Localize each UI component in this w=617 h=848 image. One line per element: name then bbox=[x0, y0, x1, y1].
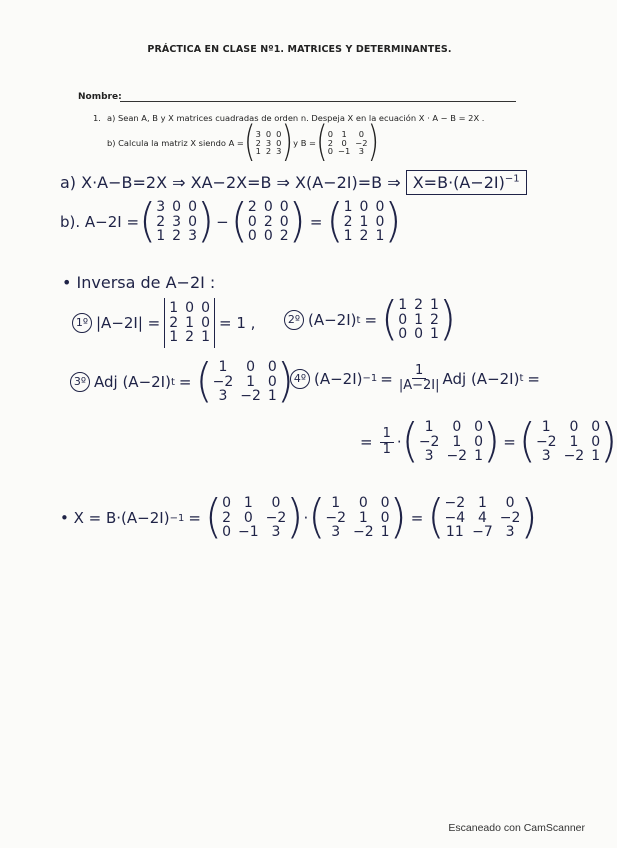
step-4-fraction-2 bbox=[380, 427, 394, 457]
matrix-cell: 0 bbox=[247, 213, 257, 230]
matrix-cell: 1 bbox=[267, 388, 277, 405]
nombre-line bbox=[120, 101, 516, 102]
bracket-right: ) bbox=[196, 194, 215, 249]
step-1 bbox=[72, 298, 255, 348]
b-matrix-3 bbox=[326, 194, 402, 249]
bracket-right: ) bbox=[384, 194, 402, 249]
final-line: • X = B·(A−2I) −1 = ( 0 1 0 2 0 −2 0 −1 3 ) · ( 1 0 0 −2 1 0 3 −2 1 ) = ( −2 1 0 −4 4 −2 11 −7 3 ) bbox=[60, 490, 538, 545]
bracket-left: ( bbox=[316, 117, 328, 167]
bracket-right: ) bbox=[281, 117, 294, 167]
matrix-cell: 0 bbox=[375, 199, 385, 215]
step-2-number: 2º bbox=[284, 310, 304, 330]
det-bar-left bbox=[164, 298, 165, 348]
matrix-cell: 0 bbox=[398, 311, 408, 328]
matrix-cell: 0 bbox=[358, 495, 368, 511]
matrix-cell: 0 bbox=[222, 495, 231, 511]
matrix-cell: 1 bbox=[246, 373, 256, 390]
matrix-grid bbox=[248, 200, 289, 244]
step-4-continued: = $\frac{1}{1}$ · ( 1 0 0 −2 1 0 3 −2 1 ) = ( 1 0 0 −2 1 0 3 −2 1 ) bbox=[360, 414, 617, 469]
step-4-result bbox=[518, 414, 617, 469]
bracket-left: ( bbox=[204, 490, 223, 545]
matrix-cell: 0 bbox=[188, 199, 197, 215]
matrix-cell: 1 bbox=[343, 228, 353, 245]
solution-b-line: b). A−2I = ( 3 0 0 2 3 0 1 2 3 ) − ( 2 0 0 0 2 0 0 0 2 ) = ( 1 0 0 2 1 0 1 2 1 ) bbox=[60, 194, 402, 249]
matrix-cell: −4 bbox=[444, 509, 466, 526]
solution-a-derivation: a) X·A−B=2X ⇒ XA−2X=B ⇒ X(A−2I)=B ⇒ bbox=[60, 173, 401, 192]
matrix-cell: 1 bbox=[541, 419, 551, 435]
matrix-cell: 2 bbox=[222, 509, 231, 526]
matrix-cell: 1 bbox=[341, 128, 347, 139]
matrix-cell: 1 bbox=[569, 433, 579, 450]
matrix-cell: 4 bbox=[478, 509, 487, 526]
matrix-cell: −2 bbox=[355, 137, 368, 148]
step-4: 4º (A−2I) −1 = $\frac{1}{|A-2I|}$ Adj (A−2I) t = bbox=[290, 364, 540, 394]
matrix-cell: 0 bbox=[474, 433, 484, 450]
matrix-cell: 0 bbox=[188, 213, 197, 230]
bracket-right: ) bbox=[367, 117, 380, 167]
matrix-cell: 0 bbox=[222, 524, 231, 541]
matrix-cell: 1 bbox=[478, 495, 487, 511]
matrix-cell: 0 bbox=[327, 146, 334, 157]
step-2: 2º (A−2I) t = ( 1 2 1 0 1 2 0 0 1 ) bbox=[284, 298, 456, 342]
matrix-cell: 3 bbox=[276, 146, 282, 157]
step-2-exponent: t bbox=[356, 314, 361, 326]
matrix-cell: 1 bbox=[343, 199, 353, 215]
matrix-cell: 1 bbox=[169, 329, 179, 346]
bracket-left: ( bbox=[195, 354, 213, 409]
matrix-grid bbox=[222, 496, 286, 540]
step-4-matrix bbox=[401, 414, 501, 469]
matrix-cell: 2 bbox=[414, 297, 424, 313]
matrix-grid bbox=[344, 200, 385, 244]
matrix-cell: 2 bbox=[265, 146, 272, 157]
matrix-cell: 0 bbox=[263, 199, 273, 215]
matrix-grid bbox=[256, 130, 282, 156]
b-matrix-1 bbox=[139, 194, 215, 249]
step-2-matrix bbox=[381, 292, 457, 347]
matrix-cell: 0 bbox=[172, 199, 182, 215]
matrix-cell: 2 bbox=[247, 199, 257, 215]
bracket-left: ( bbox=[518, 414, 536, 469]
matrix-cell: 2 bbox=[263, 213, 273, 230]
matrix-cell: 0 bbox=[267, 359, 277, 375]
matrix-cell: −1 bbox=[237, 524, 259, 541]
step-3-number: 3º bbox=[70, 372, 90, 392]
matrix-cell: 1 bbox=[243, 495, 253, 511]
solution-a-boxed-result bbox=[406, 170, 527, 195]
step-1-label: |A−2I| = bbox=[96, 314, 161, 332]
matrix-cell: 0 bbox=[380, 509, 390, 526]
matrix-cell: 2 bbox=[430, 311, 439, 328]
matrix-grid bbox=[536, 420, 600, 464]
solution-a-result: X=B·(A−2I) bbox=[412, 173, 505, 192]
matrix-cell: 3 bbox=[188, 228, 197, 245]
matrix-cell: 11 bbox=[445, 524, 464, 541]
bracket-right: ) bbox=[520, 490, 538, 545]
matrix-cell: 3 bbox=[172, 213, 182, 230]
matrix-cell: 3 bbox=[265, 137, 272, 148]
matrix-cell: 0 bbox=[246, 359, 256, 375]
matrix-cell: 3 bbox=[218, 388, 228, 405]
matrix-cell: 2 bbox=[327, 137, 334, 148]
problem-part-b bbox=[107, 117, 380, 167]
matrix-cell: 2 bbox=[279, 228, 289, 245]
matrix-cell: 3 bbox=[541, 448, 551, 465]
matrix-cell: 0 bbox=[243, 509, 253, 526]
matrix-cell: 0 bbox=[505, 495, 515, 511]
step-4-adj: Adj (A−2I) bbox=[442, 369, 520, 388]
step-4-frac2-num: 1 bbox=[380, 427, 394, 442]
matrix-cell: 1 bbox=[380, 524, 390, 541]
matrix-cell: −2 bbox=[265, 509, 287, 526]
matrix-cell: 1 bbox=[359, 213, 369, 230]
matrix-cell: 2 bbox=[185, 329, 195, 346]
step-4-frac-den: |A−2I| bbox=[398, 378, 440, 394]
matrix-cell: 1 bbox=[430, 297, 439, 313]
bracket-left: ( bbox=[139, 194, 157, 249]
matrix-cell: 0 bbox=[359, 199, 369, 215]
matrix-cell: −2 bbox=[353, 524, 374, 541]
matrix-cell: 0 bbox=[474, 419, 484, 435]
matrix-cell: 1 bbox=[255, 146, 261, 157]
matrix-cell: 2 bbox=[156, 213, 166, 230]
matrix-cell: 0 bbox=[267, 373, 277, 390]
matrix-cell: 1 bbox=[169, 299, 179, 316]
problem-part-a: a) Sean A, B y X matrices cuadradas de orden n. Despeja X en la ecuación X · A − B = 2X . bbox=[107, 113, 485, 123]
matrix-grid bbox=[213, 360, 277, 404]
matrix-cell: 3 bbox=[424, 448, 434, 465]
solution-a-line bbox=[60, 170, 527, 195]
matrix-cell: 2 bbox=[359, 228, 369, 245]
matrix-cell: 0 bbox=[185, 299, 195, 316]
step-4-number: 4º bbox=[290, 369, 310, 389]
page-title: PRÁCTICA EN CLASE Nº1. MATRICES Y DETERMINANTES. bbox=[147, 44, 452, 55]
matrix-grid bbox=[328, 130, 368, 156]
matrix-cell: −2 bbox=[499, 509, 521, 526]
matrix-cell: 0 bbox=[276, 137, 282, 148]
final-label: • X = B·(A−2I) bbox=[60, 509, 170, 528]
bracket-right: ) bbox=[276, 354, 295, 409]
matrix-cell: −7 bbox=[472, 524, 493, 541]
matrix-cell: 0 bbox=[263, 228, 273, 245]
part-b-prefix: b) Calcula la matriz X siendo A = bbox=[107, 138, 244, 148]
matrix-cell: 2 bbox=[172, 228, 182, 245]
matrix-cell: 0 bbox=[201, 314, 211, 331]
matrix-cell: −2 bbox=[325, 509, 347, 526]
bracket-left: ( bbox=[243, 117, 256, 167]
matrix-cell: 0 bbox=[358, 128, 364, 139]
inverse-heading: • Inversa de A−2I : bbox=[62, 273, 216, 292]
matrix-cell: −2 bbox=[535, 433, 557, 450]
bracket-right: ) bbox=[288, 194, 306, 249]
matrix-cell: 0 bbox=[591, 419, 601, 435]
matrix-cell: 0 bbox=[414, 326, 424, 343]
matrix-cell: 1 bbox=[218, 359, 228, 375]
step-4-fraction bbox=[399, 364, 440, 394]
matrix-grid bbox=[445, 496, 521, 540]
matrix-cell: 3 bbox=[271, 524, 281, 541]
matrix-cell: 0 bbox=[247, 228, 257, 245]
matrix-cell: 1 bbox=[156, 228, 166, 245]
step-1-result: = 1 , bbox=[219, 314, 256, 332]
matrix-cell: 0 bbox=[591, 433, 601, 450]
matrix-cell: 3 bbox=[358, 146, 364, 157]
matrix-cell: −2 bbox=[444, 495, 466, 511]
matrix-grid bbox=[419, 420, 483, 464]
final-exponent: −1 bbox=[169, 512, 185, 524]
solution-b-label: b). A−2I = bbox=[60, 213, 140, 232]
bracket-left: ( bbox=[326, 194, 344, 249]
step-4-exponent: −1 bbox=[362, 373, 378, 385]
matrix-cell: 0 bbox=[265, 128, 272, 139]
step-4-label: (A−2I) bbox=[314, 369, 363, 388]
step-1-number: 1º bbox=[72, 313, 92, 333]
matrix-cell: 0 bbox=[569, 419, 579, 435]
part-b-middle: y B = bbox=[293, 138, 317, 148]
matrix-grid bbox=[156, 200, 197, 244]
matrix-cell: 1 bbox=[424, 419, 434, 435]
matrix-cell: 0 bbox=[341, 137, 347, 148]
scanner-footer: Escaneado con CamScanner bbox=[448, 822, 585, 834]
matrix-cell: 0 bbox=[380, 495, 390, 511]
step-4-frac-num: 1 bbox=[412, 364, 426, 379]
matrix-cell: 2 bbox=[255, 137, 261, 148]
matrix-cell: 0 bbox=[276, 128, 282, 139]
matrix-cell: 1 bbox=[452, 433, 462, 450]
matrix-cell: 1 bbox=[331, 495, 341, 511]
matrix-B bbox=[316, 117, 380, 167]
matrix-cell: 0 bbox=[398, 326, 408, 343]
matrix-cell: 0 bbox=[271, 495, 281, 511]
bracket-left: ( bbox=[401, 414, 419, 469]
matrix-cell: −2 bbox=[240, 388, 261, 405]
bracket-right: ) bbox=[286, 490, 304, 545]
matrix-cell: 3 bbox=[156, 199, 166, 215]
matrix-grid bbox=[325, 496, 389, 540]
matrix-cell: 0 bbox=[452, 419, 462, 435]
matrix-cell: 1 bbox=[414, 311, 424, 328]
step-3-matrix bbox=[195, 354, 295, 409]
step-1-matrix bbox=[169, 301, 210, 345]
matrix-cell: 2 bbox=[169, 314, 179, 331]
bracket-right: ) bbox=[438, 292, 457, 347]
problem-number: 1. bbox=[93, 113, 101, 123]
step-2-label: (A−2I) bbox=[308, 311, 357, 330]
matrix-cell: −1 bbox=[338, 146, 351, 157]
matrix-A bbox=[243, 117, 294, 167]
bracket-right: ) bbox=[483, 414, 501, 469]
final-matrix-1 bbox=[204, 490, 304, 545]
matrix-cell: 1 bbox=[430, 326, 439, 343]
matrix-cell: 3 bbox=[505, 524, 515, 541]
bracket-left: ( bbox=[427, 490, 445, 545]
solution-a-exponent: −1 bbox=[504, 173, 520, 185]
matrix-cell: −2 bbox=[418, 433, 440, 450]
b-matrix-2 bbox=[230, 194, 306, 249]
bracket-left: ( bbox=[230, 194, 248, 249]
matrix-cell: −2 bbox=[212, 373, 234, 390]
final-matrix-2 bbox=[308, 490, 407, 545]
matrix-cell: 3 bbox=[331, 524, 341, 541]
nombre-label: Nombre: bbox=[78, 92, 122, 102]
matrix-cell: 0 bbox=[279, 213, 289, 230]
step-3-label: Adj (A−2I) bbox=[94, 373, 171, 392]
bracket-right: ) bbox=[389, 490, 407, 545]
matrix-cell: 1 bbox=[358, 509, 368, 526]
matrix-cell: 3 bbox=[255, 128, 261, 139]
det-bar-right bbox=[214, 298, 215, 348]
matrix-cell: 0 bbox=[375, 213, 385, 230]
final-result bbox=[427, 490, 538, 545]
step-3-exponent: t bbox=[170, 376, 175, 388]
step-4-adj-exponent: t bbox=[519, 373, 524, 385]
matrix-cell: −2 bbox=[446, 448, 468, 465]
matrix-cell: 1 bbox=[185, 314, 195, 331]
step-3: 3º Adj (A−2I) t = ( 1 0 0 −2 1 0 3 −2 1 ) bbox=[70, 360, 294, 404]
matrix-cell: 1 bbox=[201, 329, 211, 346]
matrix-cell: 1 bbox=[474, 448, 484, 465]
matrix-grid bbox=[398, 298, 439, 342]
bracket-left: ( bbox=[308, 490, 326, 545]
bracket-left: ( bbox=[381, 292, 399, 347]
matrix-cell: 1 bbox=[375, 228, 385, 245]
matrix-cell: 2 bbox=[343, 213, 353, 230]
matrix-cell: 1 bbox=[398, 297, 408, 313]
step-4-frac2-den: 1 bbox=[382, 441, 391, 457]
matrix-cell: −2 bbox=[563, 448, 585, 465]
matrix-cell: 0 bbox=[279, 199, 289, 215]
matrix-cell: 0 bbox=[327, 128, 334, 139]
matrix-cell: 1 bbox=[591, 448, 601, 465]
matrix-cell: 0 bbox=[201, 299, 211, 316]
bracket-right: ) bbox=[600, 414, 617, 469]
